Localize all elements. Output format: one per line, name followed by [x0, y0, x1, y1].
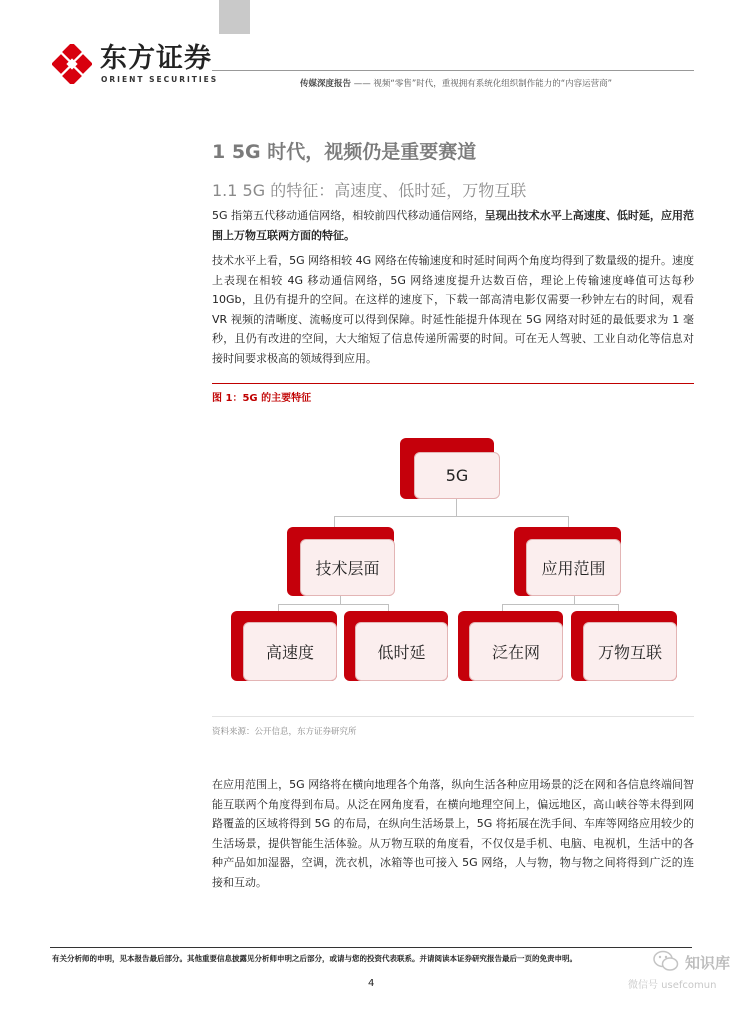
- diagram-node-tech: [287, 527, 394, 596]
- header-divider: [212, 70, 694, 71]
- orient-logo-icon: [52, 44, 92, 84]
- tech-paragraph: 技术水平上看，5G 网络相较 4G 网络在传输速度和时延时间两个角度均得到了数量级的提升。速度上表现在相较 4G 移动通信网络，5G 网络速度提升达数百倍，理论上传输速度峰值可达每秒 10Gb，且仍有提升的空间。在这样的速度下，下载一部高清电影仅需要一秒钟左右的时间，观看 VR 视频的清晰度、流畅度可以得到保障。时延性能提升体现在 5G 网络对时延的最低要求为 1 毫秒，且仍有改进的空间，大大缩短了信息传递所需要的时间。可在无人驾驶、工业自动化等信息对接时间要求极高的领域得到应用。: [212, 254, 694, 365]
- node-label: 万物互联: [583, 622, 677, 681]
- wechat-icon: [653, 950, 679, 972]
- node-label: 高速度: [243, 622, 337, 681]
- connector-root: [456, 499, 457, 516]
- connector-tech-bar: [278, 604, 388, 605]
- figure-source: 资料来源：公开信息，东方证券研究所: [212, 727, 357, 737]
- connector-level1-bar: [334, 516, 568, 517]
- report-type: 传媒深度报告: [300, 79, 352, 89]
- connector-app-down: [574, 596, 575, 604]
- intro-paragraph: [212, 206, 694, 245]
- node-label: 技术层面: [300, 539, 395, 596]
- section-heading: 1 5G 时代，视频仍是重要赛道: [212, 141, 477, 163]
- diagram-node-ubiquitous: [458, 611, 563, 681]
- diagram-node-iot: [571, 611, 677, 681]
- diagram-node-latency: [344, 611, 448, 681]
- node-label: 应用范围: [526, 539, 621, 596]
- figure-title: 图 1：5G 的主要特征: [212, 393, 312, 404]
- footer-disclaimer: 有关分析师的申明，见本报告最后部分。其他重要信息披露见分析师申明之后部分，或请与您的投资代表联系。并请阅读本证券研究报告最后一页的免责申明。: [52, 954, 577, 963]
- intro-highlight: 呈现出技术水平上高速度、低时延，应用范围上万物互联两方面的特征。: [212, 209, 694, 242]
- page-number: 4: [368, 978, 375, 989]
- report-subtitle: —— 视频“零售”时代，重视拥有系统化组织制作能力的“内容运营商”: [353, 79, 613, 89]
- header-gray-tab: [219, 0, 250, 34]
- intro-text: 5G 指第五代移动通信网络，相较前四代移动通信网络，: [212, 209, 485, 222]
- application-paragraph: 在应用范围上，5G 网络将在横向地理各个角落，纵向生活各种应用场景的泛在网和各信息终端间智能互联两个角度得到布局。从泛在网角度看，在横向地理空间上，偏远地区，高山峡谷等未得到网路覆盖的区域将得到 5G 的布局，在纵向生活场景上，5G 将拓展在洗手间、车库等网络应用较少的生活场景，提供智能生活体验。从万物互联的角度看，不仅仅是手机、电脑、电视机，生活中的各种产品如加湿器，空调，洗衣机，冰箱等也可接入 5G 网络，人与物，物与物之间将得到广泛的连接和互动。: [212, 778, 694, 889]
- connector-app-bar: [502, 604, 618, 605]
- diagram-node-root: [400, 438, 494, 499]
- node-label: 泛在网: [469, 622, 563, 681]
- footer-divider: [50, 947, 692, 948]
- brand-name-cn: 东方证券: [100, 43, 212, 74]
- subsection-heading: 1.1 5G 的特征：高速度、低时延，万物互联: [212, 181, 527, 200]
- diagram-node-app: [514, 527, 621, 596]
- figure-top-rule: [212, 383, 694, 384]
- node-label: 低时延: [355, 622, 448, 681]
- figure-bottom-rule: [212, 716, 694, 717]
- watermark-brand: 知识库: [685, 954, 731, 972]
- diagram-node-speed: [231, 611, 337, 681]
- watermark-account: 微信号 usefcomun: [628, 980, 717, 991]
- report-header: [300, 77, 692, 89]
- brand-name-en: ORIENT SECURITIES: [101, 75, 219, 84]
- connector-tech-down: [340, 596, 341, 604]
- node-label: 5G: [414, 452, 500, 499]
